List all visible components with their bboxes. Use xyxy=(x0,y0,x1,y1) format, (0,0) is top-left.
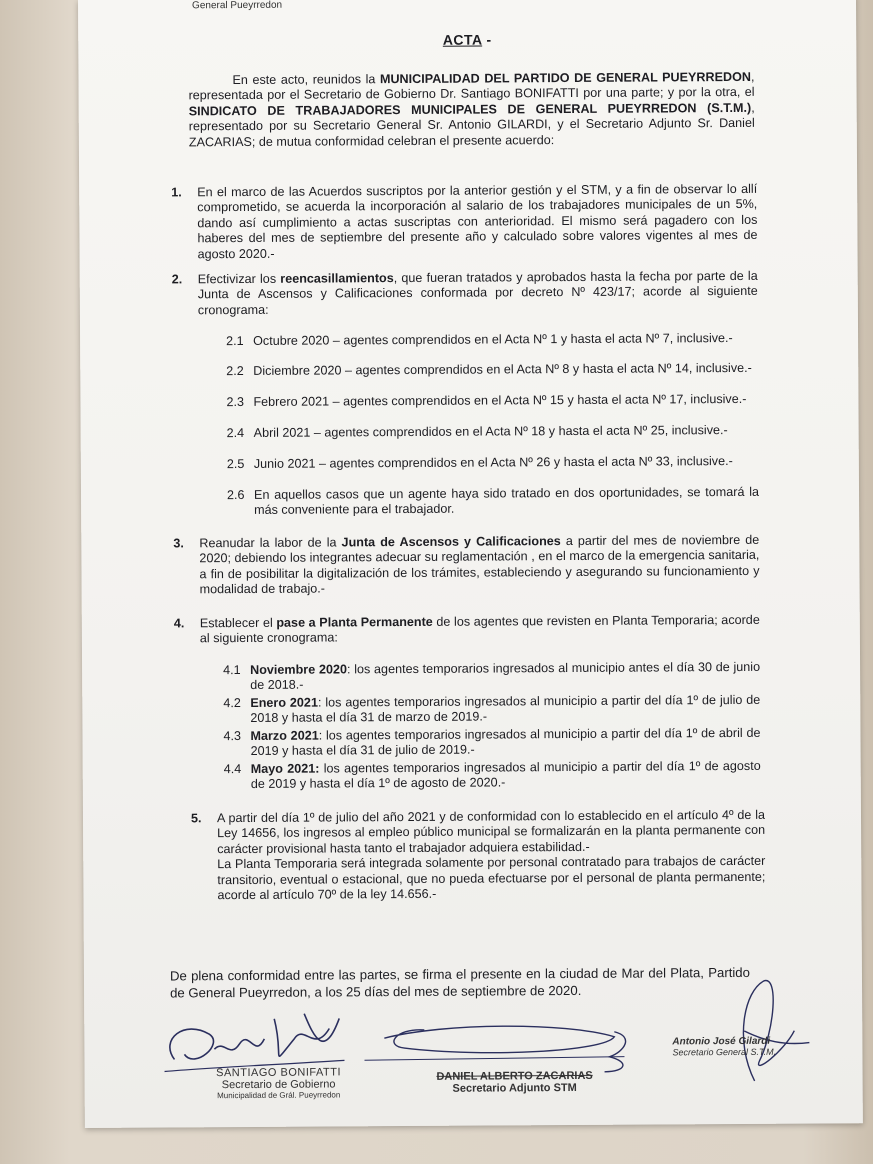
signature-block-zacarias: DANIEL ALBERTO ZACARIAS Secretario Adjunto STM xyxy=(436,1069,593,1095)
clause-4-3: 4.3 Marzo 2021: los agentes temporarios ingresados al municipio a partir del día 1º de abril de 2019 y hasta el día 31 de julio de 2019.- xyxy=(223,725,761,759)
clause-2-1: 2.1 Octubre 2020 – agentes comprendidos en el Acta Nº 1 y hasta el acta Nº 7, inclusive.- xyxy=(226,331,733,349)
signature-stamp-gilardi: Antonio José Gilardi Secretario General S.T.M. xyxy=(672,1035,777,1058)
clause-2-2: 2.2 Diciembre 2020 – agentes comprendidos en el Acta Nº 8 y hasta el acta Nº 14, inclusive.- xyxy=(226,360,752,379)
signature-scribble-gilardi xyxy=(684,971,815,1092)
clause-2-3: 2.3 Febrero 2021 – agentes comprendidos en el Acta Nº 15 y hasta el acta Nº 17, inclusive.- xyxy=(226,391,747,410)
clause-4-4: 4.4 Mayo 2021: los agentes temporarios ingresados al municipio a partir del día 1º de agosto de 2019 y hasta el día 1º de agosto de 2020.- xyxy=(223,758,761,792)
letterhead-org: General Pueyrredon xyxy=(192,0,283,12)
closing-paragraph: De plena conformidad entre las partes, se firma el presente en la ciudad de Mar del Plata, Partido de General Pueyrredon, a los 25 días del mes de septiembre de 2020. xyxy=(169,964,750,1001)
document-page xyxy=(78,0,863,1128)
clause-2-4: 2.4 Abril 2021 – agentes comprendidos en el Acta Nº 18 y hasta el acta Nº 25, inclusive.- xyxy=(226,423,728,441)
clause-2-5: 2.5 Junio 2021 – agentes comprendidos en el Acta Nº 26 y hasta el acta Nº 33, inclusive.- xyxy=(226,454,733,472)
document-title: ACTA - xyxy=(442,31,492,48)
clause-2: 2. Efectivizar los reencasillamientos, que fueran tratados y aprobados hasta la fecha por parte de la Junta de Ascensos y Calificaciones conformada por decreto Nº 423/17; acorde al siguiente cronograma: xyxy=(171,268,758,318)
clause-4-2: 4.2 Enero 2021: los agentes temporarios ingresados al municipio a partir del día 1º de julio de 2018 y hasta el día 31 de marzo de 2019.- xyxy=(223,692,761,726)
clause-3: 3. Reanudar la labor de la Junta de Ascensos y Calificaciones a partir del mes de noviembre de 2020; debiendo los integrantes adecuar su reglamentación , en el marco de la emergencia sanitaria, a fin de posibilitar la digitalización de los trámites, estableciendo y asegurando su funcionamiento y modalidad de trabajo.- xyxy=(173,532,760,597)
clause-2-6: 2.6 En aquellos casos que un agente haya sido tratado en dos oportunidades, se tomará la más conveniente para el trabajador. xyxy=(226,484,760,518)
clause-1: 1. En el marco de las Acuerdos suscriptos por la anterior gestión y el STM, y a fin de observar lo allí comprometido, se acuerda la incorporación al salario de los trabajadores municipales de un 5%, dando así cumplimiento a actas suscriptas con anterioridad. El mismo será pagadero con los haberes del mes de septiembre del presente año y calculado sobre valores vigentes al mes de agosto 2020.- xyxy=(171,181,758,261)
clause-4-1: 4.1 Noviembre 2020: los agentes temporarios ingresados al municipio antes el día 30 de junio de 2018.- xyxy=(223,659,761,693)
clause-4: 4. Establecer el pase a Planta Permanente de los agentes que revisten en Planta Temporaria; acorde al siguiente cronograma: xyxy=(173,612,760,646)
intro-paragraph: En este acto, reunidos la MUNICIPALIDAD DEL PARTIDO DE GENERAL PUEYRREDON, representada por el Secretario de Gobierno Dr. Santiago BONIFATTI por una parte; y por la otra, el SINDICATO DE TRABAJADORES MUNICIPALES DE GENERAL PUEYRREDON (S.T.M.), representado por su Secretario General Sr. Antonio GILARDI, y el Secretario Adjunto Sr. Daniel ZACARIAS; de mutua conformidad celebran el presente acuerdo: xyxy=(188,69,755,149)
clause-5: 5. A partir del día 1º de julio del año 2021 y de conformidad con lo establecido en el artículo 4º de la Ley 14656, los ingresos al empleo público municipal se formalizarán en la planta permanente con carácter provisional hasta tanto el trabajador adquiera estabilidad.- La Planta Temporaria será integrada solamente por personal contratado para trabajos de carácter transitorio, eventual o estacional, que no pueda efectuarse por el personal de planta permanente; acorde al artículo 70º de la ley 14.656.- xyxy=(190,807,766,903)
signature-block-bonifatti: SANTIAGO BONIFATTI Secretario de Gobierno Municipalidad de Grál. Pueyrredon xyxy=(216,1066,342,1101)
